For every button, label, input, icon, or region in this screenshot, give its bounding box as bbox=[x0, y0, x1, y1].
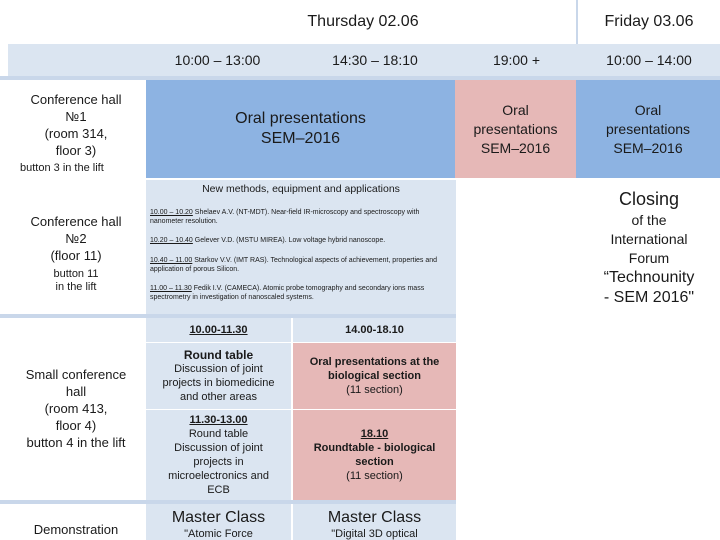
header-divider bbox=[576, 0, 578, 44]
oral-evening-block[interactable] bbox=[455, 80, 576, 178]
round-table-2-line1: Round table bbox=[188, 428, 249, 440]
closing-line3: International bbox=[610, 230, 688, 247]
methods-item-2-time: 10.20 – 10.40 bbox=[150, 237, 193, 244]
hall-3-line2: hall bbox=[65, 383, 87, 399]
bio-section-block[interactable] bbox=[293, 343, 456, 409]
master-class-2-sub: "Digital 3D optical bbox=[331, 528, 418, 540]
hall-2-name: Conference hall bbox=[30, 213, 122, 229]
methods-item-4-time: 11.00 – 11.30 bbox=[150, 285, 192, 292]
small-hall-time-1-label: 10.00-11.30 bbox=[189, 324, 248, 336]
round-table-1-line2: projects in biomedicine bbox=[162, 377, 275, 389]
master-class-2[interactable] bbox=[293, 504, 456, 540]
round-table-1-line1: Discussion of joint bbox=[174, 363, 263, 375]
oral-friday-block[interactable] bbox=[576, 80, 720, 178]
small-hall-time-2 bbox=[293, 318, 456, 342]
time-slot-1 bbox=[150, 44, 285, 76]
closing-line2: of the bbox=[631, 211, 667, 228]
round-table-2[interactable] bbox=[146, 410, 291, 500]
master-class-1-title: Master Class bbox=[171, 509, 266, 526]
methods-item-4-text: Fedik I.V. (CAMECA). Atomic probe tomography and secondary ions mass spectrometry in investigation of nanoscaled systems. bbox=[150, 285, 425, 301]
oral-main-block[interactable] bbox=[146, 80, 455, 178]
closing-line6: - SEM 2016" bbox=[603, 288, 695, 306]
time-slot-3-label: 19:00 + bbox=[492, 52, 541, 68]
hall-2-lift-line1: button 11 bbox=[53, 268, 99, 280]
hall-2-lift bbox=[8, 268, 144, 294]
methods-item-3-text: Starkov V.V. (IMT RAS). Technological aspects of achievement, properties and application of porous Silicon. bbox=[150, 257, 438, 273]
methods-item-2-text: Gelever V.D. (MSTU MIREA). Low voltage hybrid nanoscope. bbox=[194, 237, 386, 244]
time-slot-4-label: 10:00 – 14:00 bbox=[606, 52, 692, 68]
friday-label: Friday 03.06 bbox=[604, 13, 694, 30]
time-slot-3 bbox=[455, 44, 578, 76]
oral-main-line1: Oral presentations bbox=[235, 110, 366, 127]
methods-item-1-text: Shelaev A.V. (NT-MDT). Near-field IR-microscopy and spectroscopy with nanometer resolution. bbox=[150, 209, 420, 225]
round-table-3[interactable] bbox=[293, 410, 456, 500]
hall-1-lift bbox=[20, 162, 140, 174]
time-slot-2-label: 14:30 – 18:10 bbox=[332, 52, 418, 68]
hall-1-number: №1 bbox=[65, 109, 87, 124]
round-table-3-time: 18.10 bbox=[360, 428, 389, 440]
oral-evening-line1: Oral bbox=[502, 101, 529, 118]
hall-3-label bbox=[8, 360, 144, 456]
round-table-2-line4: microelectronics and bbox=[168, 470, 269, 482]
hall-2-number: №2 bbox=[65, 230, 87, 246]
hall-1-floor: floor 3) bbox=[55, 143, 97, 158]
time-slot-2 bbox=[300, 44, 450, 76]
bio-line1: Oral presentations at the bbox=[309, 356, 440, 368]
hall-3-line5: button 4 in the lift bbox=[26, 434, 126, 450]
round-table-2-time: 11.30-13.00 bbox=[189, 414, 248, 426]
hall-2-lift-line2: in the lift bbox=[55, 281, 97, 293]
hall-4-name: Demonstration bbox=[33, 522, 119, 537]
hall-1-name: Conference hall bbox=[30, 92, 122, 107]
time-slot-4 bbox=[578, 44, 720, 76]
oral-friday-line3: SEM–2016 bbox=[613, 139, 683, 156]
round-table-3-line2: section bbox=[355, 456, 394, 468]
methods-item-1-time: 10.00 – 10.20 bbox=[150, 209, 193, 216]
round-table-2-line3: projects in bbox=[193, 456, 244, 468]
oral-friday-line2: presentations bbox=[605, 120, 691, 137]
methods-item-2 bbox=[150, 236, 452, 245]
time-slot-1-label: 10:00 – 13:00 bbox=[174, 52, 261, 68]
round-table-3-line1: Roundtable - biological bbox=[313, 442, 436, 454]
hall-3-line1: Small conference bbox=[25, 366, 127, 382]
hall-2-floor: (floor 11) bbox=[50, 247, 102, 263]
thursday-header bbox=[150, 0, 576, 44]
oral-friday-line1: Oral bbox=[634, 101, 662, 118]
small-hall-time-2-label: 14.00-18.10 bbox=[345, 324, 404, 336]
closing-line1: Closing bbox=[618, 188, 680, 209]
hall-1-label bbox=[8, 82, 144, 168]
methods-item-4 bbox=[150, 284, 452, 302]
small-hall-time-1 bbox=[146, 318, 291, 342]
hall-4-label bbox=[8, 522, 144, 537]
hall-3-line3: (room 413, bbox=[44, 400, 108, 416]
hall-2-label bbox=[8, 208, 144, 268]
methods-item-1 bbox=[150, 208, 452, 226]
bio-line3: (11 section) bbox=[346, 384, 403, 396]
hall-1-room: (room 314, bbox=[44, 126, 108, 141]
bio-line2: biological section bbox=[328, 370, 421, 382]
master-class-2-title: Master Class bbox=[327, 509, 422, 526]
hall-3-line4: floor 4) bbox=[55, 417, 97, 433]
methods-title-label: New methods, equipment and applications bbox=[202, 183, 400, 195]
methods-title bbox=[146, 183, 456, 195]
round-table-1-line3: and other areas bbox=[179, 391, 258, 403]
closing-block bbox=[578, 182, 720, 312]
oral-evening-line2: presentations bbox=[473, 120, 558, 137]
oral-main-line2: SEM–2016 bbox=[260, 130, 341, 147]
closing-line4: Forum bbox=[628, 249, 670, 266]
round-table-1-title: Round table bbox=[183, 348, 254, 362]
thursday-label: Thursday 02.06 bbox=[307, 13, 419, 30]
closing-line5: “Technounity bbox=[603, 268, 695, 286]
round-table-2-line2: Discussion of joint bbox=[174, 442, 263, 454]
round-table-3-line3: (11 section) bbox=[346, 470, 403, 482]
round-table-2-line5: ECB bbox=[207, 484, 230, 496]
methods-item-3-time: 10.40 – 11.00 bbox=[150, 257, 193, 264]
friday-header bbox=[578, 0, 720, 44]
master-class-1[interactable] bbox=[146, 504, 291, 540]
methods-item-3 bbox=[150, 256, 452, 274]
round-table-1[interactable] bbox=[146, 343, 291, 409]
oral-evening-line3: SEM–2016 bbox=[480, 139, 551, 156]
hall-1-lift-label: button 3 in the lift bbox=[20, 162, 104, 174]
master-class-1-sub: "Atomic Force bbox=[184, 528, 253, 540]
